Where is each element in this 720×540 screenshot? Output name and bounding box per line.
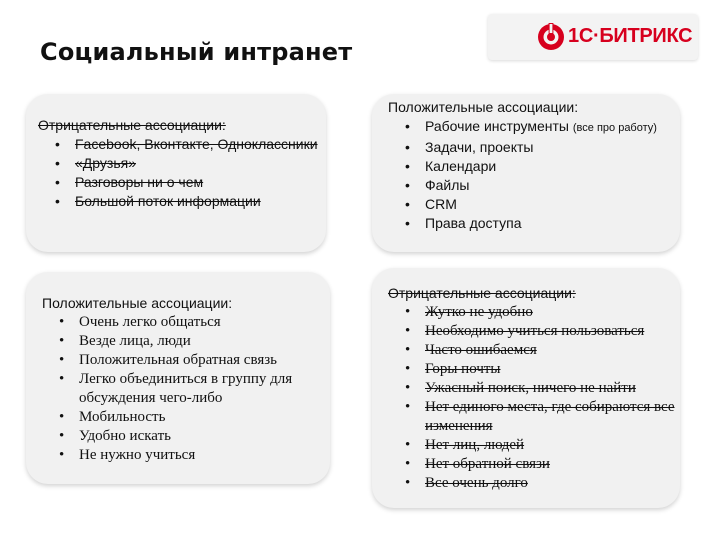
- list-item-text: Рабочие инструменты: [425, 118, 569, 134]
- list-item: • Календари: [388, 157, 678, 176]
- logo: [488, 14, 698, 60]
- list-item: • CRM: [388, 195, 678, 214]
- list-item: • Необходимо учиться пользоваться: [388, 322, 678, 341]
- block-heading: Положительные ассоциации:: [388, 99, 579, 115]
- block-heading: Отрицательные ассоциации:: [38, 117, 226, 133]
- bitrix-logo-icon: [536, 21, 566, 53]
- positive-associations-block: [42, 294, 332, 465]
- association-list: [38, 135, 318, 211]
- list-item: • Facebook, Вконтакте, Одноклассники: [38, 135, 318, 154]
- list-item: • Нет лиц, людей: [388, 436, 678, 455]
- list-item: • Горы почты: [388, 360, 678, 379]
- list-item: • Нет обратной связи: [388, 455, 678, 474]
- list-item: • Положительная обратная связь: [42, 351, 332, 370]
- list-item: • Все очень долго: [388, 474, 678, 493]
- block-heading: Положительные ассоциации:: [42, 295, 233, 311]
- positive-associations-block: [388, 98, 678, 233]
- list-item: • Ужасный поиск, ничего не найти: [388, 379, 678, 398]
- list-item-note: (все про работу): [572, 122, 657, 134]
- list-item: • Задачи, проекты: [388, 138, 678, 157]
- association-list: [42, 313, 332, 465]
- association-list: [388, 303, 678, 493]
- list-item: [388, 117, 678, 138]
- list-item: • Везде лица, люди: [42, 332, 332, 351]
- list-item: • Файлы: [388, 176, 678, 195]
- block-heading: Отрицательные ассоциации:: [388, 285, 576, 301]
- list-item: • Мобильность: [42, 408, 332, 427]
- list-item: • «Друзья»: [38, 154, 318, 173]
- list-item: • Разговоры ни о чем: [38, 173, 318, 192]
- list-item: • Легко объединиться в группу для обсуждения чего-либо: [42, 370, 332, 408]
- page-title: Социальный интранет: [40, 38, 353, 66]
- list-item: • Права доступа: [388, 214, 678, 233]
- association-list: [388, 117, 678, 233]
- list-item: • Не нужно учиться: [42, 446, 332, 465]
- list-item: • Удобно искать: [42, 427, 332, 446]
- negative-associations-block: [388, 284, 678, 493]
- logo-text: 1С·БИТРИКС: [568, 25, 693, 47]
- negative-associations-block: [38, 116, 318, 211]
- list-item: • Жутко не удобно: [388, 303, 678, 322]
- list-item: • Большой поток информации: [38, 192, 318, 211]
- list-item: • Нет единого места, где собираются все изменения: [388, 398, 678, 436]
- list-item: • Очень легко общаться: [42, 313, 332, 332]
- list-item: • Часто ошибаемся: [388, 341, 678, 360]
